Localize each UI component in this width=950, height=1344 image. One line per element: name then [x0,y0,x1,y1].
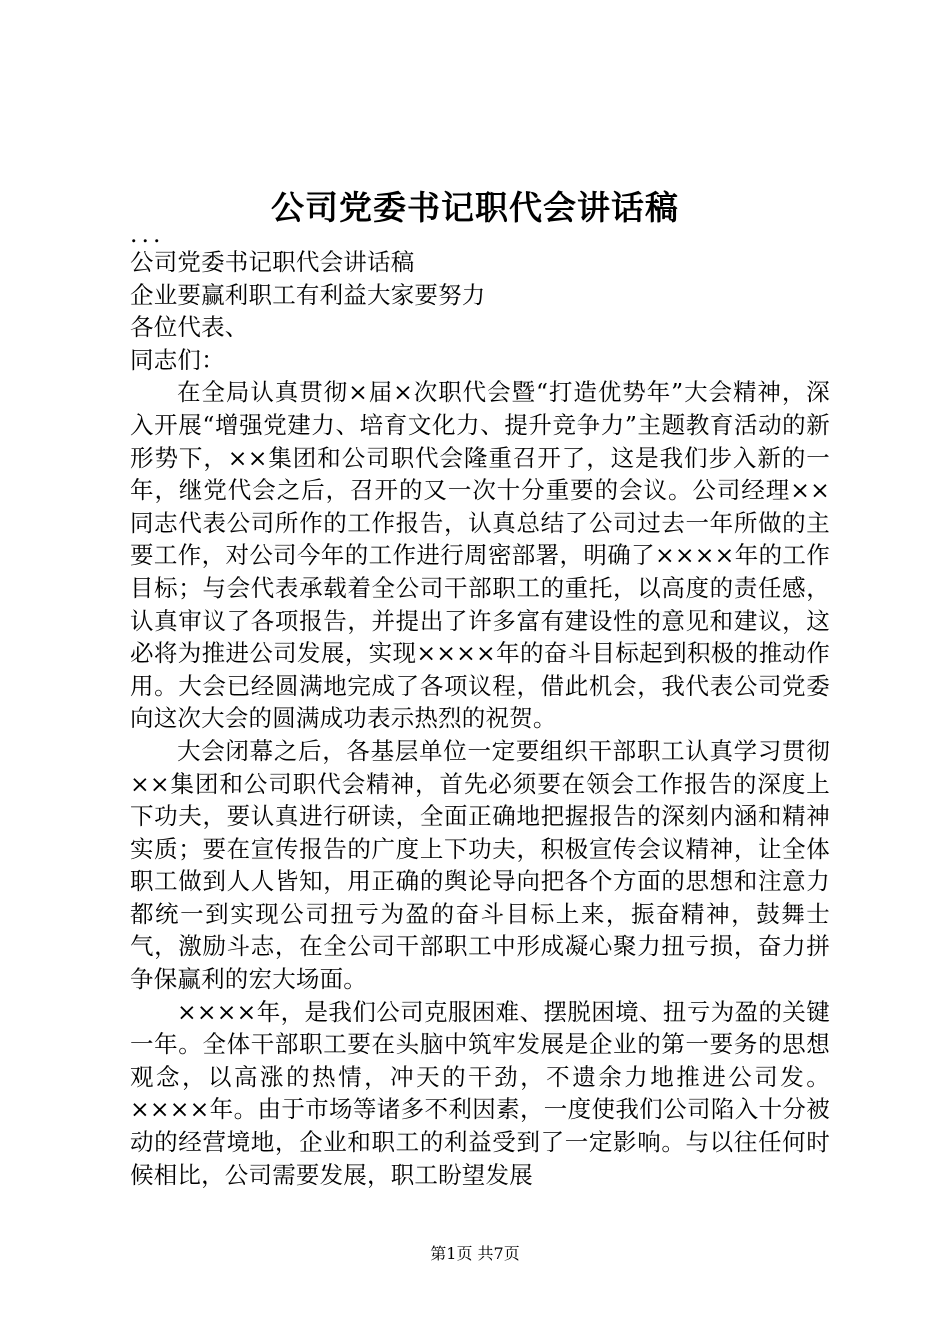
subtitle-line: 公司党委书记职代会讲话稿 [130,248,415,276]
body-paragraph: 在全局认真贯彻×届×次职代会暨“打造优势年”大会精神，深入开展“增强党建力、培育文化力、提升竞争力”主题教育活动的新形势下，××集团和公司职代会隆重召开了，这是我们步入新的一年，继党代会之后，召开的又一次十分重要的会议。公司经理××同志代表公司所作的工作报告，认真总结了公司过去一年所做的主要工作，对公司今年的工作进行周密部署，明确了××××年的工作目标；与会代表承载着全公司干部职工的重托，以高度的责任感，认真审议了各项报告，并提出了许多富有建设性的意见和建议，这必将为推进公司发展，实现××××年的奋斗目标起到积极的推动作用。大会已经圆满地完成了各项议程，借此机会，我代表公司党委向这次大会的圆满成功表示热烈的祝贺。 [130,378,830,733]
salutation-delegates: 各位代表、 [130,313,249,342]
ellipsis-marker: ... [130,220,165,248]
body-paragraph: ××××年，是我们公司克服困难、摆脱困境、扭亏为盈的关键一年。全体干部职工要在头脑中筑牢发展是企业的第一要务的思想观念，以高涨的热情，冲天的干劲，不遗余力地推进公司发。××××年。由于市场等诸多不利因素，一度使我们公司陷入十分被动的经营境地，企业和职工的利益受到了一定影响。与以往任何时候相比，公司需要发展，职工盼望发展 [130,997,830,1189]
page-footer: 第1页 共7页 [430,1244,520,1263]
document-body [130,222,830,1191]
slogan-line: 企业要赢利职工有利益大家要努力 [130,280,486,309]
document-title: 公司党委书记职代会讲话稿 [271,188,679,227]
salutation-comrades: 同志们： [130,345,225,374]
body-paragraph: 大会闭幕之后，各基层单位一定要组织干部职工认真学习贯彻××集团和公司职代会精神，首先必须要在领会工作报告的深度上下功夫，要认真进行研读，全面正确地把握报告的深刻内涵和精神实质；要在宣传报告的广度上下功夫，积极宣传会议精神，让全体职工做到人人皆知，用正确的舆论导向把各个方面的思想和注意力都统一到实现公司扭亏为盈的奋斗目标上来，振奋精神，鼓舞士气，激励斗志，在全公司干部职工中形成凝心聚力扭亏损，奋力拼争保赢利的宏大场面。 [130,736,830,994]
